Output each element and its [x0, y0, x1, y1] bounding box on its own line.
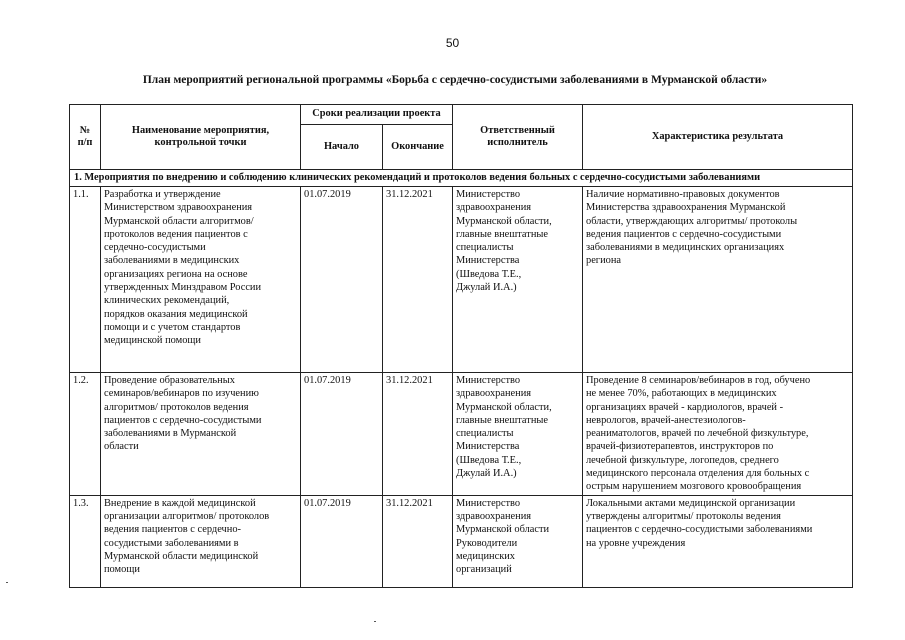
responsible-executor: Министерство здравоохранения Мурманской области, главные внештатные специалисты Министерства (Шведова Т.Е., Джулай И.А.)	[453, 187, 583, 373]
end-date: 31.12.2021	[383, 187, 453, 373]
header-end: Окончание	[383, 125, 453, 170]
section-heading: 1. Мероприятия по внедрению и соблюдению клинических рекомендаций и протоколов ведения больных с сердечно-сосудистыми заболеваниями	[70, 170, 853, 187]
responsible-executor: Министерство здравоохранения Мурманской области Руководители медицинских организаций	[453, 495, 583, 587]
row-number: 1.3.	[70, 495, 101, 587]
scan-speck	[374, 621, 376, 622]
header-responsible: Ответственный исполнитель	[453, 105, 583, 170]
scan-speck	[6, 582, 8, 583]
activity-name: Проведение образовательных семинаров/вебинаров по изучению алгоритмов/ протоколов ведения пациентов с сердечно-сосудистыми заболеваниями в Мурманской области	[101, 373, 301, 496]
row-number: 1.1.	[70, 187, 101, 373]
document-title: План мероприятий региональной программы «Борьба с сердечно-сосудистыми заболеваниями в Мурманской области»	[142, 74, 768, 86]
header-implementation-period: Сроки реализации проекта	[301, 105, 453, 125]
header-result: Характеристика результата	[583, 105, 853, 170]
page-number: 50	[445, 36, 460, 50]
activity-name: Внедрение в каждой медицинской организации алгоритмов/ протоколов ведения пациентов с сердечно- сосудистыми заболеваниями в Мурманской области медицинской помощи	[101, 495, 301, 587]
result-description: Проведение 8 семинаров/вебинаров в год, обучено не менее 70%, работающих в медицинских организациях врачей - кардиологов, врачей - неврологов, врачей-анестезиологов- реаниматологов, врачей по лечебной физкультуре, врачей-физиотерапевтов, инструкторов по лечебной физкультуре, логопедов, среднего медицинского персонала отделения для больных с острым нарушением мозгового кровообращения	[583, 373, 853, 496]
program-plan-table	[69, 104, 853, 588]
header-number: № п/п	[70, 105, 101, 170]
end-date: 31.12.2021	[383, 495, 453, 587]
start-date: 01.07.2019	[301, 495, 383, 587]
activity-name: Разработка и утверждение Министерством здравоохранения Мурманской области алгоритмов/ протоколов ведения пациентов с сердечно-сосудистыми заболеваниями в медицинских организациях региона на основе утвержденных Минздравом России клинических рекомендаций, порядков оказания медицинской помощи и с учетом стандартов медицинской помощи	[101, 187, 301, 373]
start-date: 01.07.2019	[301, 373, 383, 496]
table-row	[70, 187, 853, 373]
result-description: Локальными актами медицинской организации утверждены алгоритмы/ протоколы ведения пациентов с сердечно-сосудистыми заболеваниями на уровне учреждения	[583, 495, 853, 587]
table-row	[70, 495, 853, 587]
end-date: 31.12.2021	[383, 373, 453, 496]
result-description: Наличие нормативно-правовых документов Министерства здравоохранения Мурманской области, утверждающих алгоритмы/ протоколы ведения пациентов с сердечно-сосудистыми заболеваниями в медицинских организациях региона	[583, 187, 853, 373]
header-start: Начало	[301, 125, 383, 170]
table-row	[70, 373, 853, 496]
header-activity-name: Наименование мероприятия, контрольной точки	[101, 105, 301, 170]
start-date: 01.07.2019	[301, 187, 383, 373]
responsible-executor: Министерство здравоохранения Мурманской области, главные внештатные специалисты Министерства (Шведова Т.Е., Джулай И.А.)	[453, 373, 583, 496]
row-number: 1.2.	[70, 373, 101, 496]
